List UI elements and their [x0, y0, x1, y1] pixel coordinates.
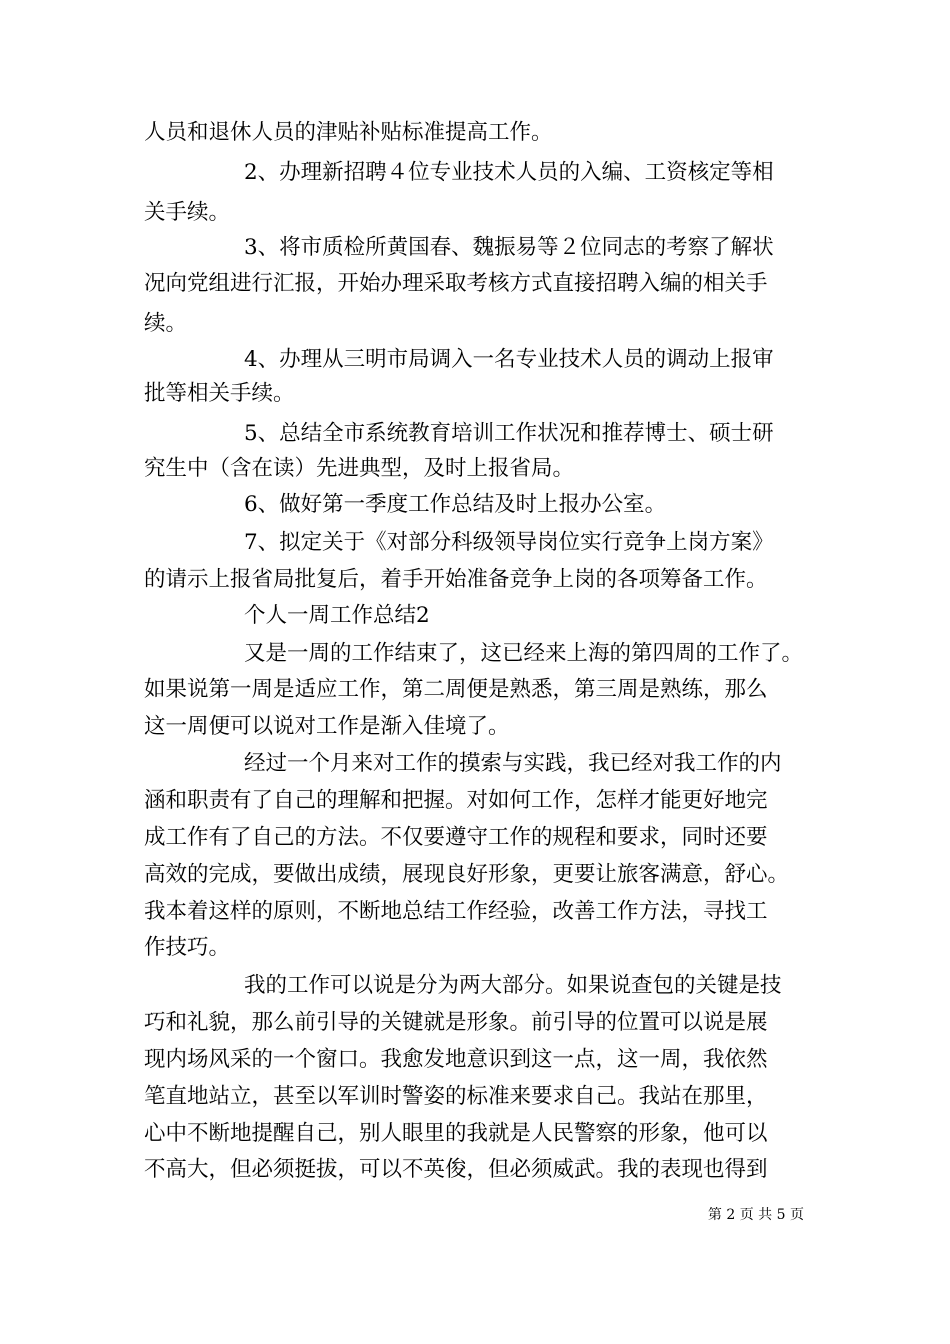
text-line: 高效的完成，要做出成绩，展现良好形象，更要让旅客满意，舒心。	[144, 862, 790, 887]
text-line: 5、总结全市系统教育培训工作状况和推荐博士、硕士研	[244, 421, 774, 446]
text-line: 7、拟定关于《对部分科级领导岗位实行竞争上岗方案》	[244, 530, 774, 555]
text-line: 我本着这样的原则，不断地总结工作经验，改善工作方法，寻找工	[144, 899, 768, 924]
text-line: 涵和职责有了自己的理解和把握。对如何工作，怎样才能更好地完	[144, 788, 768, 813]
text-line: 这一周便可以说对工作是渐入佳境了。	[144, 714, 510, 739]
text-line: 批等相关手续。	[144, 381, 295, 406]
text-line: 现内场风采的一个窗口。我愈发地意识到这一点，这一周，我依然	[144, 1047, 768, 1072]
text-line: 6、做好第一季度工作总结及时上报办公室。	[244, 492, 667, 517]
page-number-footer: 第 2 页 共 5 页	[707, 1207, 804, 1223]
text-line: 笔直地站立，甚至以军训时警姿的标准来要求自己。我站在那里，	[144, 1084, 768, 1109]
section-heading: 个人一周工作总结2	[244, 603, 430, 628]
text-line: 2、办理新招聘４位专业技术人员的入编、工资核定等相	[244, 160, 774, 185]
text-line: 成工作有了自己的方法。不仅要遵守工作的规程和要求，同时还要	[144, 825, 768, 850]
text-line: 人员和退休人员的津贴补贴标准提高工作。	[144, 120, 553, 145]
text-line: 的请示上报省局批复后，着手开始准备竞争上岗的各项筹备工作。	[144, 567, 768, 592]
text-line: 4、办理从三明市局调入一名专业技术人员的调动上报审	[244, 347, 774, 372]
text-line: 心中不断地提醒自己，别人眼里的我就是人民警察的形象，他可以	[144, 1121, 768, 1146]
text-line: 又是一周的工作结束了，这已经来上海的第四周的工作了。	[244, 641, 804, 666]
text-line: 经过一个月来对工作的摸索与实践，我已经对我工作的内	[244, 751, 782, 776]
text-line: 续。	[144, 311, 188, 336]
text-line: 我的工作可以说是分为两大部分。如果说查包的关键是技	[244, 973, 782, 998]
text-line: 巧和礼貌，那么前引导的关键就是形象。前引导的位置可以说是展	[144, 1010, 768, 1035]
text-line: 作技巧。	[144, 935, 231, 960]
text-line: 如果说第一周是适应工作，第二周便是熟悉，第三周是熟练，那么	[144, 677, 768, 702]
text-line: 关手续。	[144, 200, 231, 225]
text-line: 不高大，但必须挺拔，可以不英俊，但必须威武。我的表现也得到	[144, 1157, 768, 1182]
text-line: 况向党组进行汇报，开始办理采取考核方式直接招聘入编的相关手	[144, 271, 768, 296]
text-line: 3、将市质检所黄国春、魏振易等２位同志的考察了解状	[244, 235, 774, 260]
text-line: 究生中（含在读）先进典型，及时上报省局。	[144, 456, 575, 481]
